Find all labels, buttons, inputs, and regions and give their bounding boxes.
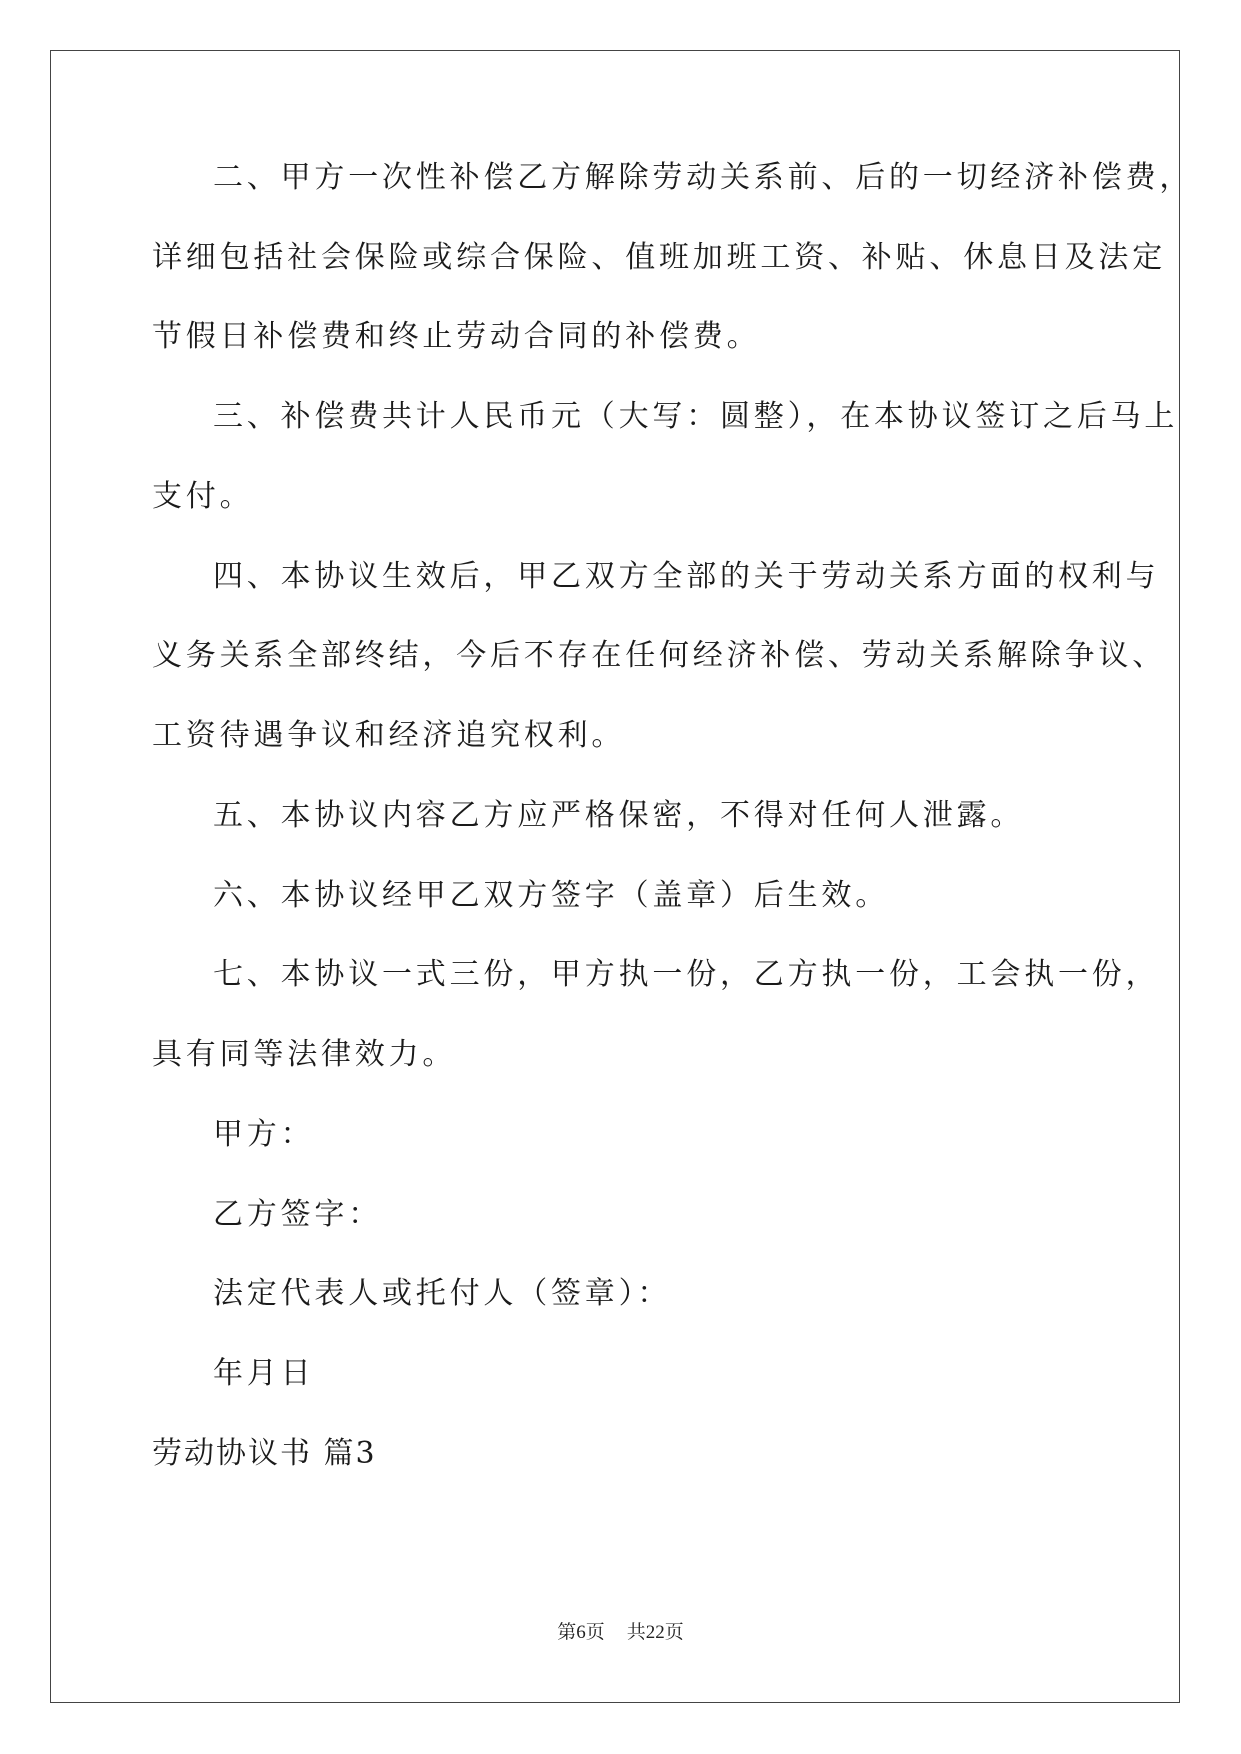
page-total: 共22页 [626,1622,684,1643]
paragraph-6-line-1: 六、本协议经甲乙双方签字（盖章）后生效。 [213,878,889,913]
party-b-sign-label: 乙方签字： [213,1197,382,1232]
paragraph-3-line-1: 三、补偿费共计人民币元（大写：圆整），在本协议签订之后马上 [213,399,1179,434]
paragraph-2-line-3: 节假日补偿费和终止劳动合同的补偿费。 [152,319,761,354]
date-label: 年月日 [213,1356,315,1391]
paragraph-5-line-1: 五、本协议内容乙方应严格保密，不得对任何人泄露。 [213,798,1025,833]
page-number: 第6页 [557,1622,605,1643]
paragraph-4-line-2: 义务关系全部终结，今后不存在任何经济补偿、劳动关系解除争议、 [152,638,1166,673]
paragraph-2-line-2: 详细包括社会保险或综合保险、值班加班工资、补贴、休息日及法定 [152,240,1166,275]
page-footer [0,1617,1241,1644]
paragraph-7-line-1: 七、本协议一式三份，甲方执一份，乙方执一份，工会执一份， [213,957,1160,992]
paragraph-3-line-2: 支付。 [152,479,254,514]
paragraph-4-line-3: 工资待遇争议和经济追究权利。 [152,718,626,753]
paragraph-4-line-1: 四、本协议生效后，甲乙双方全部的关于劳动关系方面的权利与 [213,559,1160,594]
paragraph-2-line-1: 二、甲方一次性补偿乙方解除劳动关系前、后的一切经济补偿费， [213,160,1194,195]
paragraph-7-line-2: 具有同等法律效力。 [152,1037,457,1072]
section-heading: 劳动协议书 篇3 [152,1436,377,1471]
legal-rep-label: 法定代表人或托付人（签章）： [213,1276,672,1311]
party-a-label: 甲方： [213,1117,315,1152]
